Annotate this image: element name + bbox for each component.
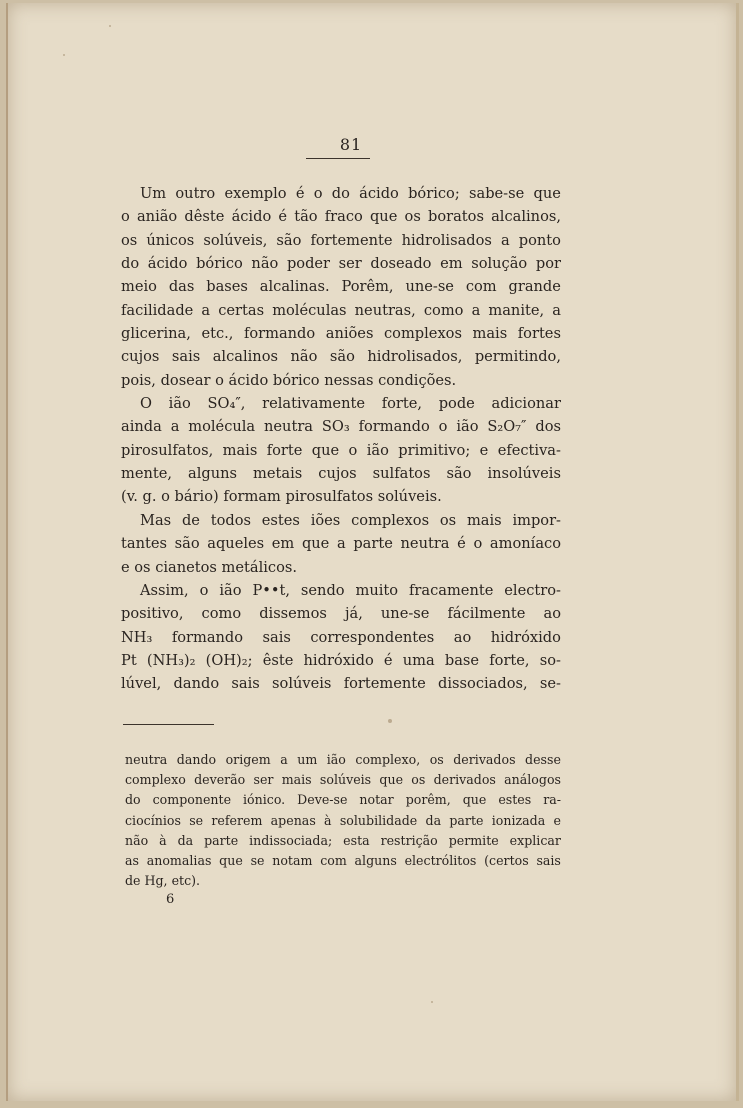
word: a <box>552 301 561 319</box>
word: Porêm, <box>341 278 394 296</box>
paper-speck <box>388 719 392 723</box>
word: formando <box>171 628 244 646</box>
word: estes <box>261 511 300 529</box>
word: os <box>121 231 138 249</box>
word: o <box>121 208 130 226</box>
word: impor- <box>512 511 561 529</box>
body-line <box>121 462 561 485</box>
word: que <box>369 208 398 226</box>
word: à <box>324 812 332 828</box>
word: bases <box>206 278 248 296</box>
body-line <box>121 229 561 252</box>
body-line <box>121 509 561 532</box>
word: doseado <box>370 255 432 273</box>
word: bórico <box>196 255 243 273</box>
word: as <box>125 852 139 868</box>
word: ponto <box>518 231 561 249</box>
word: os <box>411 772 426 788</box>
word: alcalinas. <box>259 278 330 296</box>
word: sais <box>171 348 201 366</box>
word: formando <box>243 325 316 343</box>
word: exemplo <box>224 185 287 202</box>
word: iónico. <box>243 792 286 808</box>
word: ser <box>338 255 362 273</box>
word: à <box>159 832 167 848</box>
body-line <box>121 392 561 415</box>
word: hidrolisados <box>401 231 492 249</box>
word: derivados <box>433 772 496 788</box>
word: metais <box>253 465 303 483</box>
word: derivados <box>453 752 516 767</box>
footnote-line <box>125 790 561 810</box>
word: ser <box>253 772 274 788</box>
word: do <box>331 185 350 202</box>
body-line <box>121 275 561 298</box>
body-line <box>121 626 561 649</box>
word: que <box>219 852 243 868</box>
word: mais <box>281 772 312 788</box>
word: se <box>189 812 204 828</box>
word: uma <box>402 651 435 669</box>
book-page <box>6 3 739 1101</box>
header-rule <box>306 158 370 159</box>
word: S₂O₇″ <box>487 418 527 436</box>
word: alcalinos <box>212 348 278 366</box>
word: cujos <box>318 465 357 483</box>
paper-speck <box>431 1001 433 1003</box>
word: o <box>438 418 448 436</box>
word: a <box>471 301 481 319</box>
word: hidróxido <box>303 651 374 669</box>
word: forte <box>266 441 303 459</box>
word: e <box>479 441 489 459</box>
word: é <box>295 185 305 202</box>
word: por <box>535 255 561 273</box>
word: não <box>290 348 318 366</box>
word: parte <box>449 812 484 828</box>
word: O <box>140 395 152 413</box>
body-line <box>121 439 561 462</box>
word: fortes <box>517 325 561 343</box>
word: boratos <box>427 208 484 226</box>
word: explicar <box>509 832 561 848</box>
word: electrólitos <box>404 852 477 868</box>
word: une-se <box>380 605 430 623</box>
word: (certos <box>484 852 529 868</box>
word: (NH₃)₂ <box>146 651 196 669</box>
word: a <box>170 418 180 436</box>
word: apenas <box>270 812 316 828</box>
word: neutra <box>125 752 168 767</box>
body-line <box>121 415 561 438</box>
word: facilidade <box>121 301 194 319</box>
word: do <box>121 255 140 273</box>
word: neutra <box>264 418 313 436</box>
word: não <box>251 255 279 273</box>
word: são <box>329 348 355 366</box>
word: sais <box>231 675 260 693</box>
word: forte, <box>489 651 530 669</box>
paper-speck <box>63 54 65 56</box>
word: ácido <box>147 255 188 273</box>
word: que <box>311 441 340 459</box>
body-line <box>121 205 561 228</box>
word: primitivo; <box>398 441 471 459</box>
word: muito <box>355 581 399 599</box>
body-line <box>121 602 561 625</box>
word: fortemente <box>343 675 426 693</box>
word: molécula <box>188 418 256 436</box>
word: ao <box>453 628 472 646</box>
word: solúveis <box>319 772 372 788</box>
word: o <box>348 441 358 459</box>
word: que <box>379 772 404 788</box>
word: complexos <box>351 511 430 529</box>
word: dos <box>535 418 561 436</box>
body-line <box>121 672 561 695</box>
word: Deve-se <box>297 792 348 808</box>
word: dêste <box>184 208 225 226</box>
word: como <box>201 605 242 623</box>
word: Assim, <box>140 581 189 599</box>
word: componente <box>152 792 232 808</box>
word: meio <box>121 278 157 296</box>
word: deverão <box>194 772 246 788</box>
footnote-line <box>125 851 561 871</box>
word: parte <box>204 832 239 848</box>
body-line <box>121 649 561 672</box>
word: únicos <box>146 231 195 249</box>
word: que <box>301 535 330 553</box>
word: do <box>125 792 141 808</box>
word: como <box>423 301 464 319</box>
word: referem <box>211 812 263 828</box>
footnote-line <box>125 770 561 790</box>
word: forte, <box>381 395 422 413</box>
word: adicionar <box>491 395 561 413</box>
word: os <box>429 752 444 767</box>
word: ião <box>219 581 242 599</box>
word: fácilmente <box>447 605 526 623</box>
body-line <box>121 345 561 368</box>
word: amoníaco <box>489 535 561 553</box>
word: um <box>297 752 318 767</box>
word: todos <box>210 511 251 529</box>
word: iões <box>310 511 341 529</box>
word: não <box>125 832 149 848</box>
word: estes <box>498 792 532 808</box>
word: são <box>446 465 472 483</box>
word: análogos <box>504 772 561 788</box>
word: une-se <box>405 278 454 296</box>
word: mais <box>222 441 258 459</box>
word: outro <box>175 185 216 202</box>
word: complexo, <box>355 752 421 767</box>
word: são <box>276 231 302 249</box>
word: fraco <box>324 208 363 226</box>
word: efectiva- <box>497 441 561 459</box>
word: mais <box>466 511 502 529</box>
word: tão <box>294 208 318 226</box>
word: sendo <box>300 581 345 599</box>
word: dissociados, <box>438 675 528 693</box>
body-line: pois, dosear o ácido bórico nessas condições. <box>121 371 457 389</box>
word: cujos <box>121 348 160 366</box>
word: com <box>320 852 347 868</box>
word: o <box>313 185 323 202</box>
word: mente, <box>121 465 173 483</box>
word: sais <box>536 852 561 868</box>
word: ião <box>326 752 346 767</box>
word: formando <box>358 418 430 436</box>
body-line <box>121 532 561 555</box>
body-line: e os cianetos metálicos. <box>121 558 298 576</box>
word: dando <box>173 675 220 693</box>
word: solução <box>471 255 528 273</box>
word: de <box>181 511 200 529</box>
word: o <box>199 581 209 599</box>
word: alguns <box>188 465 238 483</box>
word: moléculas <box>272 301 347 319</box>
word: sulfatos <box>372 465 431 483</box>
body-line: (v. g. o bário) formam pirosulfatos solúveis. <box>121 488 442 506</box>
word: notar <box>359 792 394 808</box>
word: se <box>250 852 265 868</box>
word: hidróxido <box>490 628 561 646</box>
word: grande <box>508 278 561 296</box>
word: é <box>457 535 466 553</box>
word: Mas <box>140 511 172 529</box>
word: fracamente <box>409 581 494 599</box>
word: ião <box>168 395 191 413</box>
word: esta <box>343 832 370 848</box>
word: solúveis, <box>203 231 268 249</box>
word: glicerina, <box>121 325 191 343</box>
footnote-rule <box>123 724 214 725</box>
body-line <box>121 322 561 345</box>
word: em <box>440 255 463 273</box>
word: pirosulfatos, <box>121 441 214 459</box>
word: bórico; <box>408 185 460 202</box>
word: se- <box>539 675 561 693</box>
word: fortemente <box>310 231 393 249</box>
word: é <box>383 651 393 669</box>
footnote-line <box>125 811 561 831</box>
word: os <box>404 208 421 226</box>
word: positivo, <box>121 605 184 623</box>
word: indissociada; <box>249 832 333 848</box>
footnote <box>125 750 561 891</box>
word: notam <box>272 852 313 868</box>
signature-mark: 6 <box>166 892 175 907</box>
word: com <box>465 278 497 296</box>
word: correspondentes <box>310 628 435 646</box>
word: ião <box>366 441 389 459</box>
paper-speck <box>109 25 111 27</box>
word: em <box>271 535 295 553</box>
word: SO₃ <box>321 418 350 436</box>
body-line <box>121 182 561 205</box>
word: manite, <box>488 301 545 319</box>
word: anomalias <box>146 852 212 868</box>
word: aqueles <box>207 535 265 553</box>
word: complexo <box>125 772 186 788</box>
body-line <box>121 299 561 322</box>
word: insolúveis <box>487 465 561 483</box>
word: Pt <box>121 651 137 669</box>
word: ciocínios <box>125 812 181 828</box>
page-number: 81 <box>339 135 363 154</box>
word: restrição <box>380 832 438 848</box>
word: sais <box>262 628 291 646</box>
word: etc., <box>201 325 234 343</box>
word: solúveis <box>272 675 332 693</box>
word: ácido <box>231 208 272 226</box>
word: dando <box>176 752 217 767</box>
word: ionizada <box>491 812 546 828</box>
word: ainda <box>121 418 162 436</box>
word: neutra <box>400 535 450 553</box>
word: lúvel, <box>121 675 162 693</box>
word: certas <box>218 301 265 319</box>
word: êste <box>262 651 294 669</box>
word: a <box>280 752 288 767</box>
word: relativamente <box>262 395 365 413</box>
word: NH₃ <box>121 628 153 646</box>
footnote-line: de Hg, etc). <box>125 873 201 889</box>
word: electro- <box>504 581 561 599</box>
word: a <box>500 231 510 249</box>
word: ião <box>456 418 479 436</box>
word: são <box>174 535 200 553</box>
word: base <box>444 651 480 669</box>
word: permitindo, <box>474 348 561 366</box>
word: os <box>439 511 457 529</box>
word: complexos <box>384 325 462 343</box>
word: já, <box>344 605 363 623</box>
word: desse <box>525 752 561 767</box>
word: alguns <box>354 852 397 868</box>
word: a <box>336 535 346 553</box>
word: solubilidade <box>339 812 418 828</box>
word: ácido <box>359 185 399 202</box>
word: ao <box>543 605 561 623</box>
word: origem <box>225 752 271 767</box>
word: que <box>533 185 561 202</box>
word: dissemos <box>259 605 327 623</box>
word: (OH)₂; <box>205 651 253 669</box>
word: alcalinos, <box>491 208 561 226</box>
word: neutras, <box>354 301 416 319</box>
body-text <box>121 182 561 696</box>
word: Um <box>140 185 167 202</box>
word: aniões <box>325 325 374 343</box>
word: anião <box>136 208 178 226</box>
body-line <box>121 252 561 275</box>
word: a <box>201 301 211 319</box>
word: das <box>168 278 195 296</box>
footnote-line <box>125 750 561 770</box>
word: pode <box>438 395 475 413</box>
footnote-line <box>125 831 561 851</box>
word: parte <box>353 535 393 553</box>
word: P••t, <box>252 581 290 599</box>
word: o <box>473 535 483 553</box>
word: ra- <box>543 792 561 808</box>
body-line <box>121 579 561 602</box>
word: hidrolisados, <box>367 348 463 366</box>
word: mais <box>472 325 508 343</box>
word: e <box>553 812 561 828</box>
word: permite <box>448 832 499 848</box>
word: da <box>177 832 194 848</box>
word: SO₄″, <box>207 395 246 413</box>
word: da <box>425 812 442 828</box>
word: sabe-se <box>469 185 525 202</box>
word: porêm, <box>405 792 451 808</box>
word: so- <box>539 651 561 669</box>
word: que <box>462 792 487 808</box>
word: tantes <box>121 535 167 553</box>
word: é <box>278 208 288 226</box>
word: poder <box>286 255 331 273</box>
